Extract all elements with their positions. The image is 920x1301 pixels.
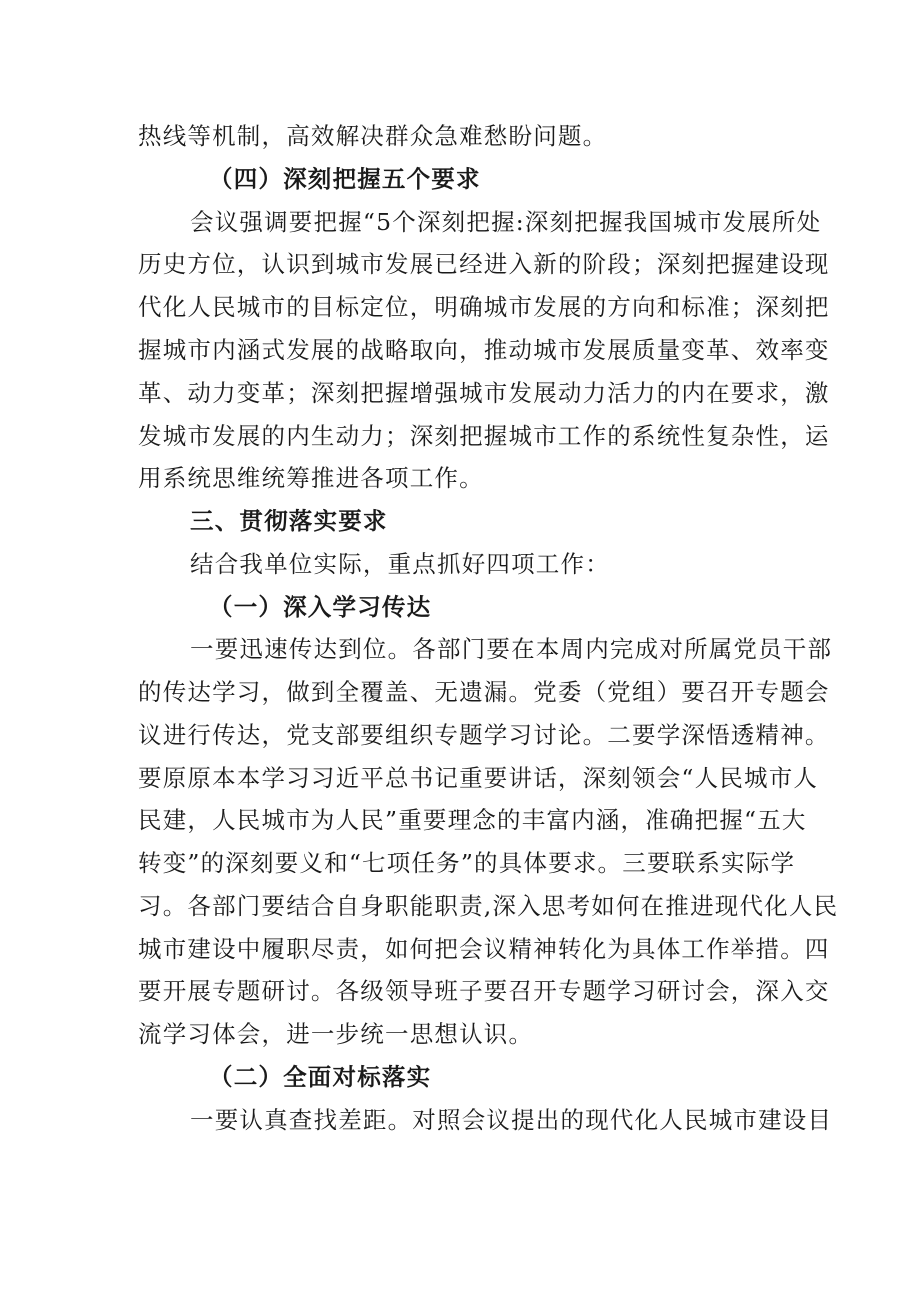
section-heading: 三、贯彻落实要求 [190, 507, 388, 535]
body-line: 发城市发展的内生动力；深刻把握城市工作的系统性复杂性，运 [138, 422, 830, 450]
section-heading: （一）深入学习传达 [209, 593, 432, 621]
body-line: 热线等机制，高效解决群众急难愁盼问题。 [138, 122, 608, 150]
body-line: 握城市内涵式发展的战略取向，推动城市发展质量变革、效率变 [138, 336, 830, 364]
body-line: 用系统思维统筹推进各项工作。 [138, 464, 484, 492]
body-line: 代化人民城市的目标定位，明确城市发展的方向和标准；深刻把 [138, 293, 830, 321]
body-line: 一要认真查找差距。对照会议提出的现代化人民城市建设目 [190, 1106, 833, 1134]
body-line: 习。各部门要结合自身职能职责,深入思考如何在推进现代化人民 [138, 892, 839, 920]
body-line: 会议强调要把握“5个深刻把握:深刻把握我国城市发展所处 [190, 208, 822, 236]
body-line: 民建，人民城市为人民”重要理念的丰富内涵，准确把握“五大 [138, 806, 807, 834]
body-line: 的传达学习，做到全覆盖、无遗漏。党委（党组）要召开专题会 [138, 678, 830, 706]
body-line: 流学习体会，进一步统一思想认识。 [138, 1020, 534, 1048]
body-line: 转变”的深刻要义和“七项任务”的具体要求。三要联系实际学 [138, 849, 796, 877]
body-line: 城市建设中履职尽责，如何把会议精神转化为具体工作举措。四 [138, 935, 830, 963]
section-heading: （二）全面对标落实 [209, 1063, 432, 1091]
body-line: 革、动力变革；深刻把握增强城市发展动力活力的内在要求，激 [138, 379, 830, 407]
body-line: 议进行传达，党支部要组织专题学习讨论。二要学深悟透精神。 [138, 721, 830, 749]
body-line: 要原原本本学习习近平总书记重要讲话，深刻领会“人民城市人 [138, 764, 819, 792]
section-heading: （四）深刻把握五个要求 [209, 165, 481, 193]
body-line: 结合我单位实际，重点抓好四项工作： [190, 550, 610, 578]
body-line: 要开展专题研讨。各级领导班子要召开专题学习研讨会，深入交 [138, 977, 830, 1005]
body-line: 历史方位，认识到城市发展已经进入新的阶段；深刻把握建设现 [138, 250, 830, 278]
body-line: 一要迅速传达到位。各部门要在本周内完成对所属党员干部 [190, 635, 833, 663]
